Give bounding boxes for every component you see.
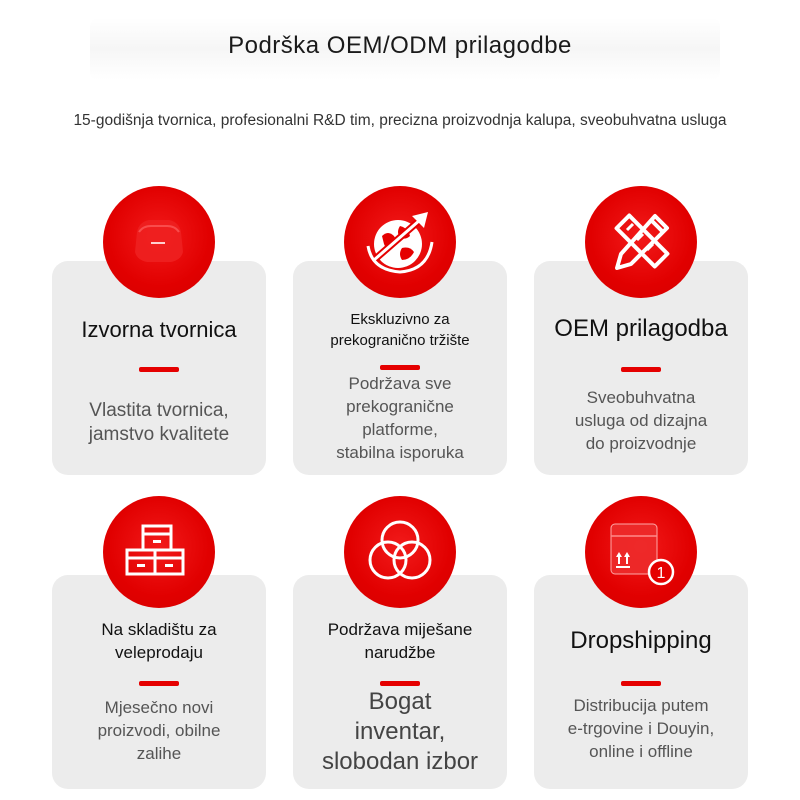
card-title: OEM prilagodba: [554, 315, 728, 342]
card-divider: [621, 367, 661, 372]
factory-box-icon: [103, 186, 215, 298]
stacked-boxes-icon: [103, 496, 215, 608]
card-title: Ekskluzivno za prekogranično tržište: [330, 311, 470, 349]
card-title: Podržava miješane narudžbe: [327, 620, 473, 662]
package-number-icon: [585, 496, 697, 608]
globe-arrow-icon: [344, 186, 456, 298]
card-title: Izvorna tvornica: [81, 317, 237, 342]
card-divider: [380, 681, 420, 686]
card-divider: [139, 681, 179, 686]
card-title: Na skladištu za veleprodaju: [101, 620, 217, 662]
card-divider: [380, 365, 420, 370]
page-title: Podrška OEM/ODM prilagodbe: [228, 32, 572, 59]
card-title: Dropshipping: [570, 627, 712, 654]
card-description: Mjesečno novi proizvodi, obilne zalihe: [97, 698, 221, 763]
overlapping-circles-icon: [344, 496, 456, 608]
card-divider: [621, 681, 661, 686]
card-divider: [139, 367, 179, 372]
package-badge-number: 1: [656, 565, 666, 582]
card-description: Vlastita tvornica, jamstvo kvalitete: [88, 400, 230, 445]
card-description: Podržava sve prekogranične platforme, stabilna isporuka: [336, 374, 464, 462]
page-subtitle: 15-godišnja tvornica, profesionalni R&D tim, precizna proizvodnja kalupa, sveobuhvatna usluga: [73, 112, 727, 129]
card-description: Distribucija putem e-trgovine i Douyin, online i offline: [567, 696, 715, 761]
card-description: Sveobuhvatna usluga od dizajna do proizvodnje: [574, 388, 708, 453]
card-description: Bogat inventar, slobodan izbor: [321, 688, 479, 775]
pencil-ruler-icon: [585, 186, 697, 298]
